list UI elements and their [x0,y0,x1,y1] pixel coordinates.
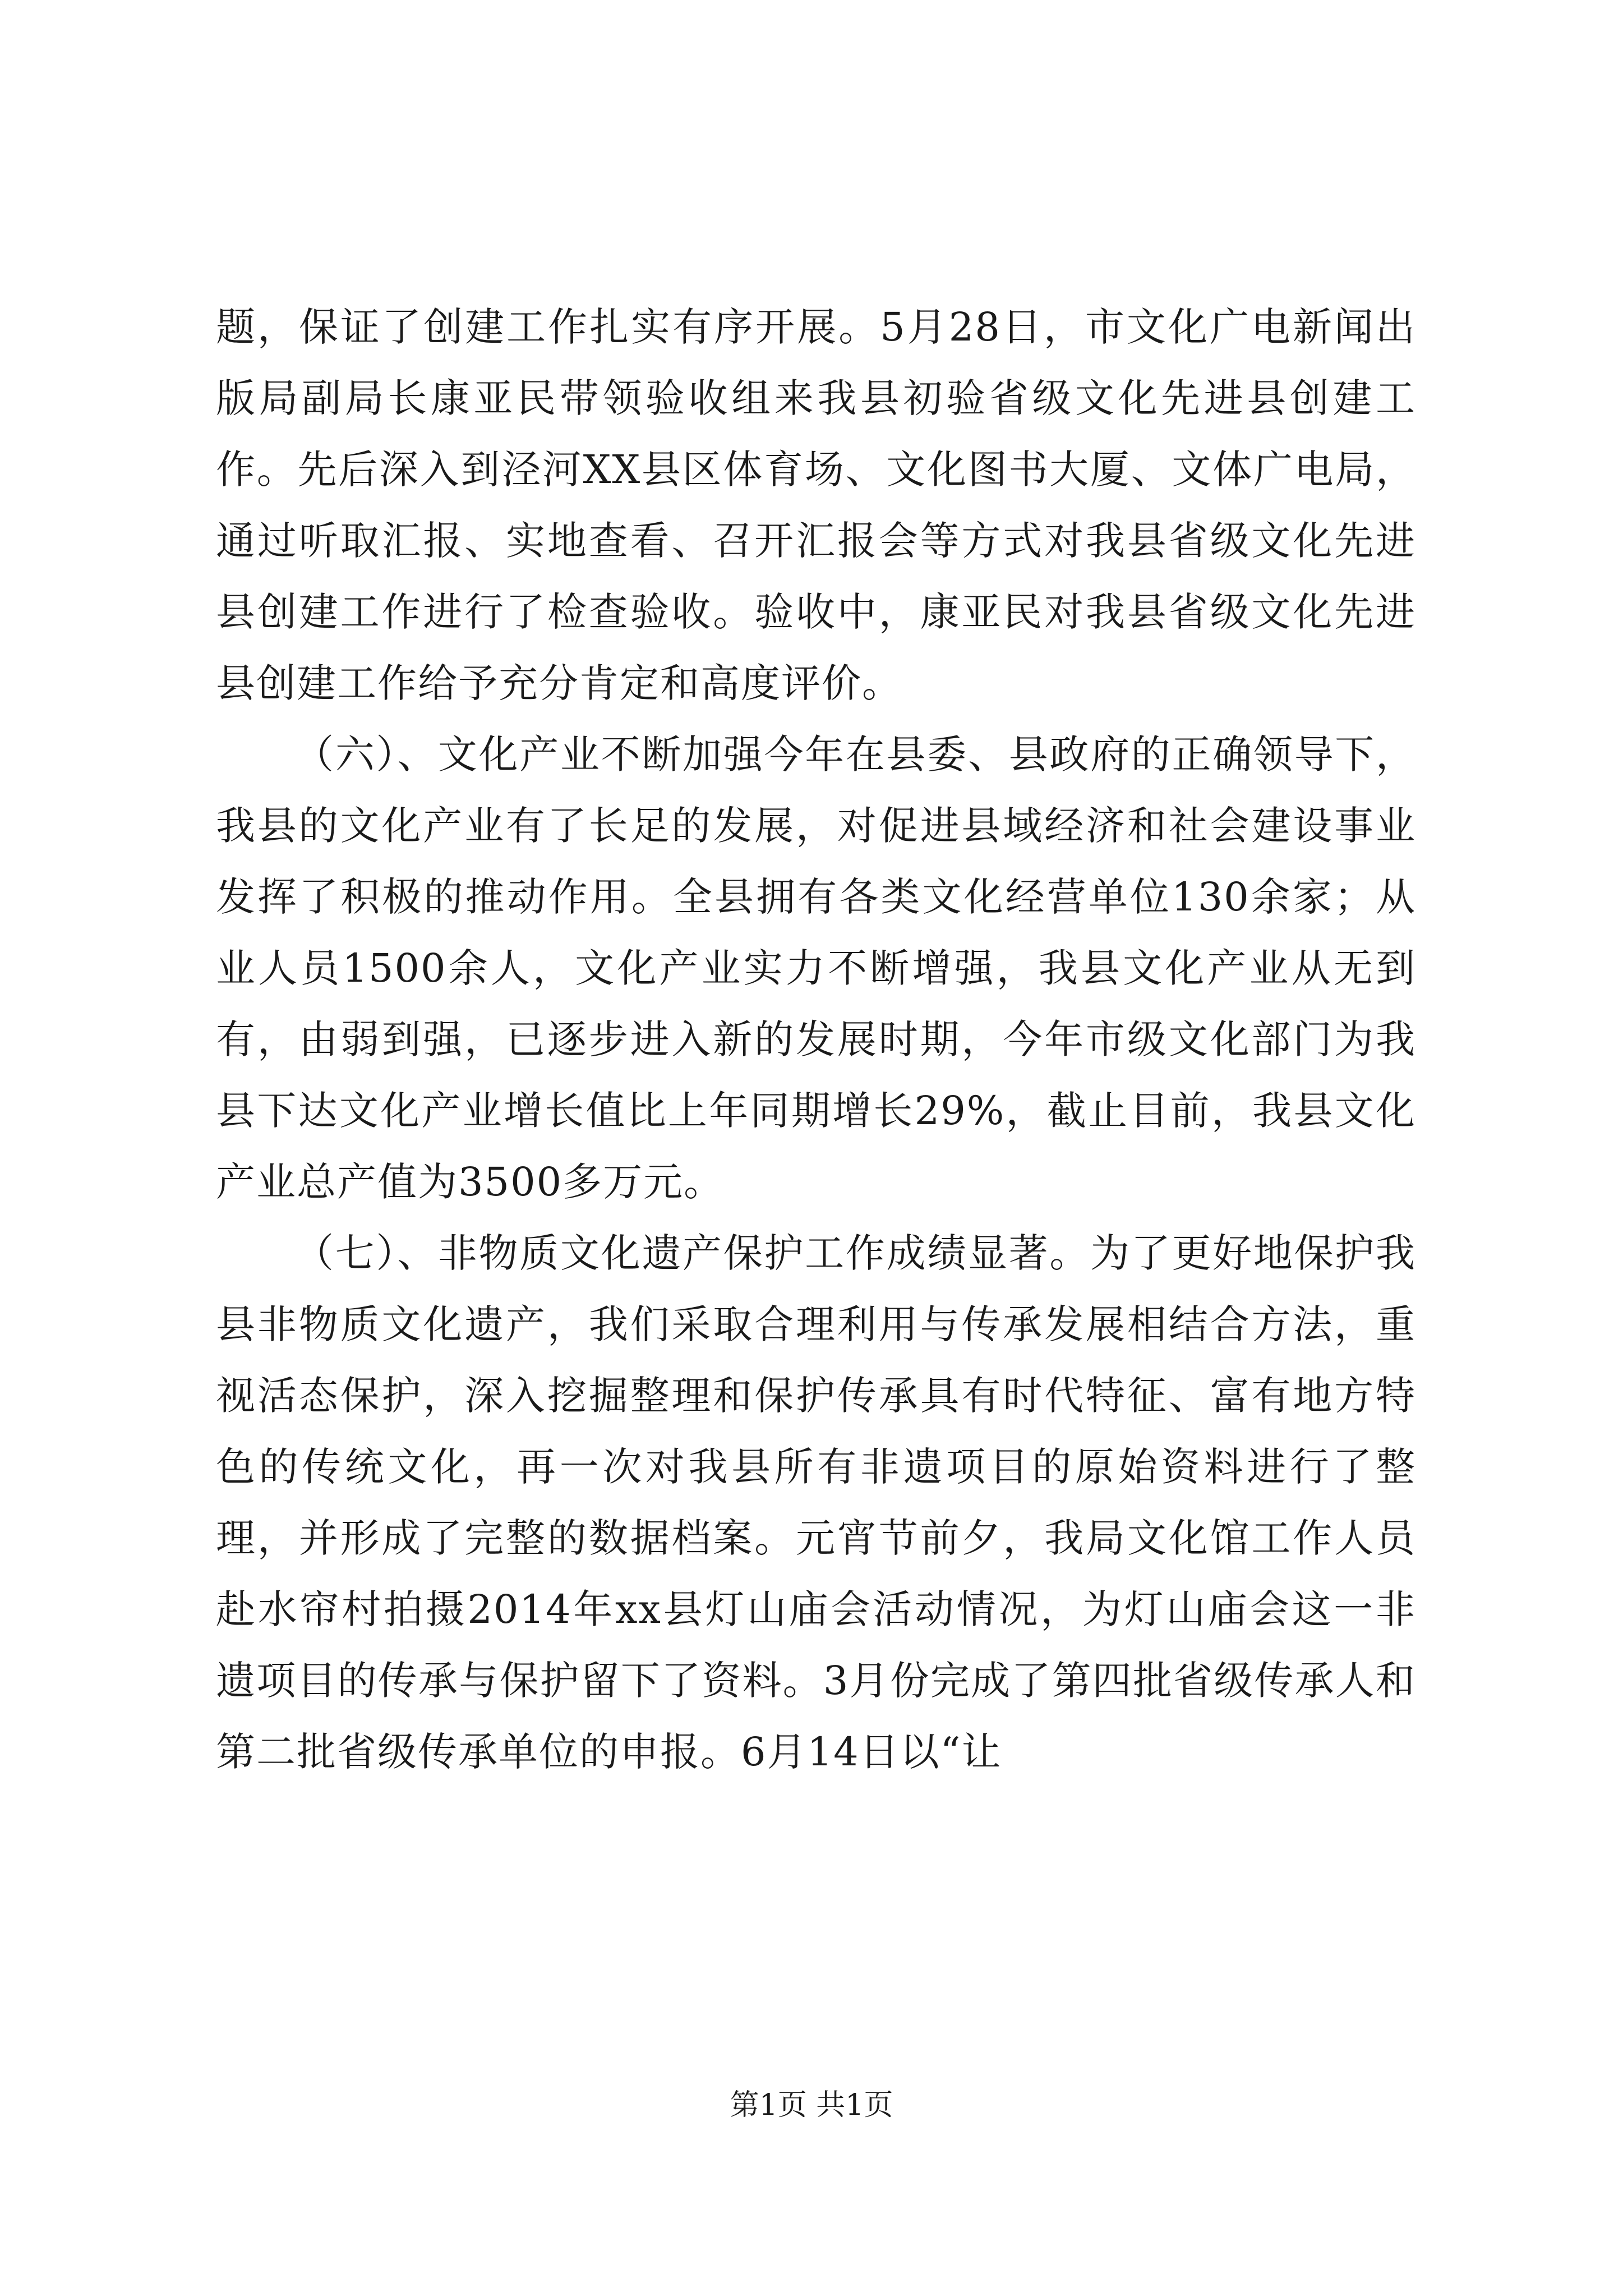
document-body [216,292,1416,1788]
paragraph-continuation: 题，保证了创建工作扎实有序开展。5月28日，市文化广电新闻出版局副局长康亚民带领验收组来我县初验省级文化先进县创建工作。先后深入到泾河XX县区体育场、文化图书大厦、文体广电局，通过听取汇报、实地查看、召开汇报会等方式对我县省级文化先进县创建工作进行了检查验收。验收中，康亚民对我县省级文化先进县创建工作给予充分肯定和高度评价。 [216,304,1416,706]
paragraph-section-seven: （七）、非物质文化遗产保护工作成绩显著。为了更好地保护我县非物质文化遗产，我们采取合理利用与传承发展相结合方法，重视活态保护，深入挖掘整理和保护传承具有时代特征、富有地方特色的传统文化，再一次对我县所有非遗项目的原始资料进行了整理，并形成了完整的数据档案。元宵节前夕，我局文化馆工作人员赴水帘村拍摄2014年xx县灯山庙会活动情况，为灯山庙会这一非遗项目的传承与保护留下了资料。3月份完成了第四批省级传承人和第二批省级传承单位的申报。6月14日以“让 [216,1230,1416,1775]
paragraph-section-six: （六）、文化产业不断加强今年在县委、县政府的正确领导下，我县的文化产业有了长足的发展，对促进县域经济和社会建设事业发挥了积极的推动作用。全县拥有各类文化经营单位130余家；从业人员1500余人，文化产业实力不断增强，我县文化产业从无到有，由弱到强，已逐步进入新的发展时期，今年市级文化部门为我县下达文化产业增长值比上年同期增长29%，截止目前，我县文化产业总产值为3500多万元。 [216,731,1416,1205]
page-footer: 第1页 共1页 [730,2088,893,2122]
